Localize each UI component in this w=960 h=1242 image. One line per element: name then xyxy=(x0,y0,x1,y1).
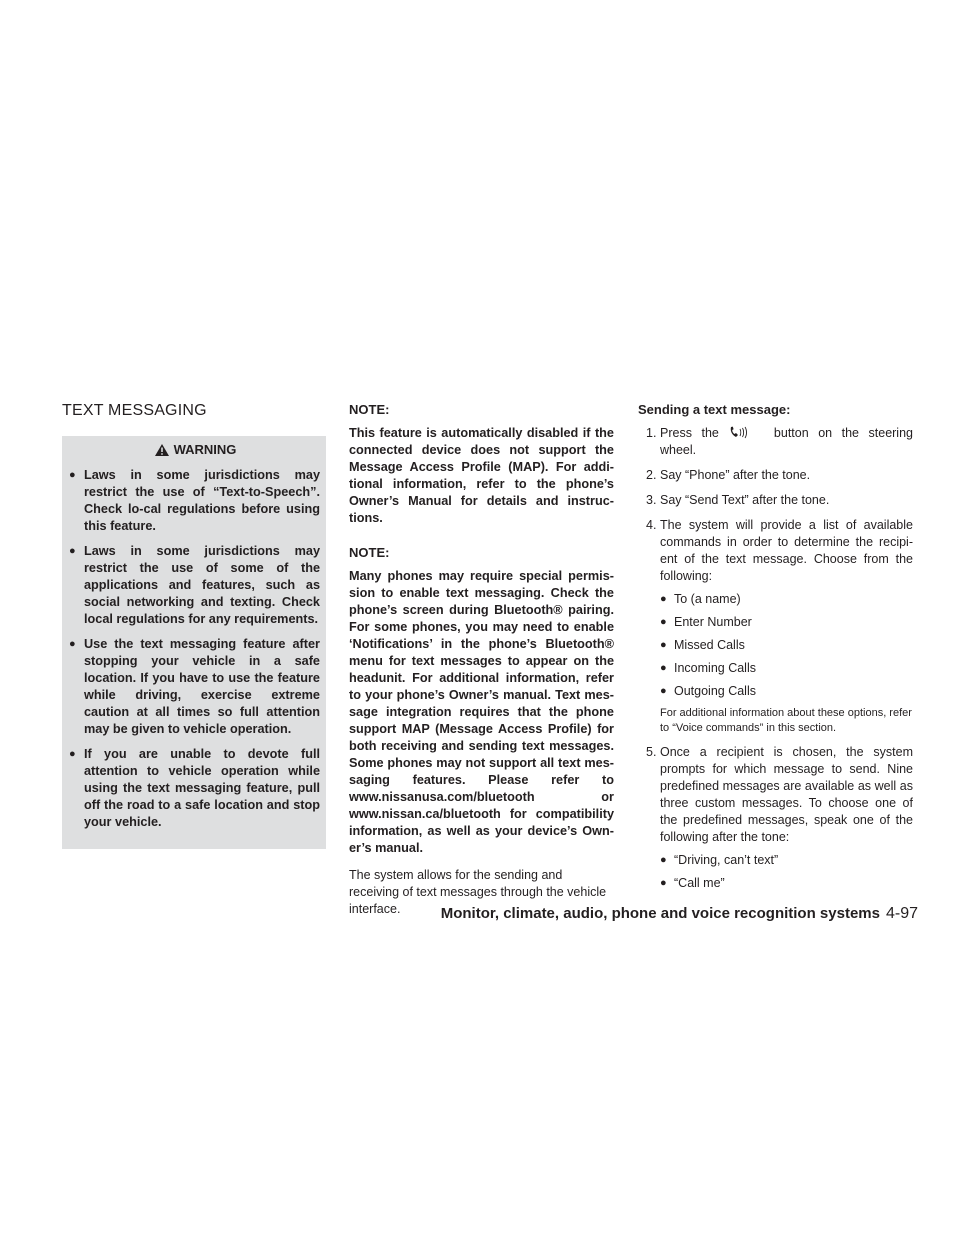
column-left xyxy=(62,402,326,849)
warning-item: ● Laws in some jurisdictions may restrict the use of “Text-to-Speech”. Check lo-cal regulations before using this feature. xyxy=(70,467,320,535)
step-item: 3 . Say “Send Text” after the tone. xyxy=(638,492,913,509)
note-text: This feature is automatically disabled if the connected device does not support the Message Access Profile (MAP). For addi-tional information, refer to the phone’s Owner’s Manual for details and instruc-tions. xyxy=(349,426,614,525)
step-item: 1 . Press the button on the steering wheel. xyxy=(638,425,913,459)
recipient-options xyxy=(660,591,913,700)
page-number: 4-97 xyxy=(885,905,918,922)
intro-paragraph: The system allows for the sending and receiving of text messages through the vehicle interface. xyxy=(349,868,607,916)
warning-item: ● If you are unable to devote full attention to vehicle operation while using the text messaging feature, pull off the road to a safe location and stop your vehicle. xyxy=(70,746,320,831)
list-item: ● Missed Calls xyxy=(660,637,913,654)
warning-box xyxy=(62,436,326,849)
section-title: TEXT MESSAGING xyxy=(62,402,207,419)
note-label: NOTE: xyxy=(349,545,390,560)
steps-list xyxy=(638,425,913,892)
warning-list xyxy=(70,467,320,831)
footer-title: Monitor, climate, audio, phone and voice recognition systems xyxy=(440,905,880,922)
warning-triangle-icon xyxy=(154,443,170,457)
list-item: ● To (a name) xyxy=(660,591,913,608)
column-middle xyxy=(349,402,614,918)
list-item: ● “Driving, can’t text” xyxy=(660,852,913,869)
list-item: ● Outgoing Calls xyxy=(660,683,913,700)
list-item: ● “Call me” xyxy=(660,875,913,892)
warning-item: ● Use the text messaging feature after stopping your vehicle in a safe location. If you have to use the feature while driving, exercise extreme caution at all times so full attention may be given to vehicle operation. xyxy=(70,636,320,738)
list-item: ● Enter Number xyxy=(660,614,913,631)
note-label: NOTE: xyxy=(349,402,390,417)
page-footer xyxy=(420,905,918,923)
list-item: ● Incoming Calls xyxy=(660,660,913,677)
column-right xyxy=(638,402,913,900)
step-number: 1 . xyxy=(646,425,656,442)
warning-heading xyxy=(70,442,320,457)
sending-heading: Sending a text message: xyxy=(638,402,791,417)
warning-label: WARNING xyxy=(173,442,237,457)
note-text: Many phones may require special permis-sion to enable text messaging. Check the phone’s screen during Bluetooth® pairing. For some phones, you may need to enable ‘Notifications’ in the phone’s Bluetooth® menu for text messages to appear on the headunit. For additional information, refer to your phone’s Owner’s manual. Text mes-sage integration requires that the phone support MAP (Message Access Profile) for both receiving and sending text messages. Some phones may not support all text mes-saging features. Please refer to www.nissanusa.com/bluetooth or www.nissan.ca/bluetooth for compatibility information, as well as your device’s Own-er’s manual. xyxy=(349,569,614,855)
step-number: 2 . xyxy=(646,467,656,484)
step-item: 5 . Once a recipient is chosen, the system prompts for which message to send. Nine predefined messages are available as well as three custom messages. To choose one of the predefined messages, speak one of the following after the tone: ● “Driving, can’t text” ● “Call me” xyxy=(638,744,913,892)
step-item: 2 . Say “Phone” after the tone. xyxy=(638,467,913,484)
options-note: For additional information about these options, refer to “Voice commands” in this section. xyxy=(660,707,912,734)
phone-voice-icon xyxy=(728,425,764,439)
step-number: 5 . xyxy=(646,744,656,761)
step-number: 3 . xyxy=(646,492,656,509)
warning-item: ● Laws in some jurisdictions may restrict the use of some of the applications and features, such as social networking and texting. Check local regulations for any requirements. xyxy=(70,543,320,628)
step-number: 4 . xyxy=(646,517,656,534)
message-options xyxy=(660,852,913,892)
step-item: 4 . The system will provide a list of available commands in order to determine the recipi-ent of the text message. Choose from the following: ● To (a name) ● Enter Number ● Missed Calls ● Incoming Calls ● Outgoing Calls For additional information about these options, refer to “Voice commands” in this section. xyxy=(638,517,913,736)
